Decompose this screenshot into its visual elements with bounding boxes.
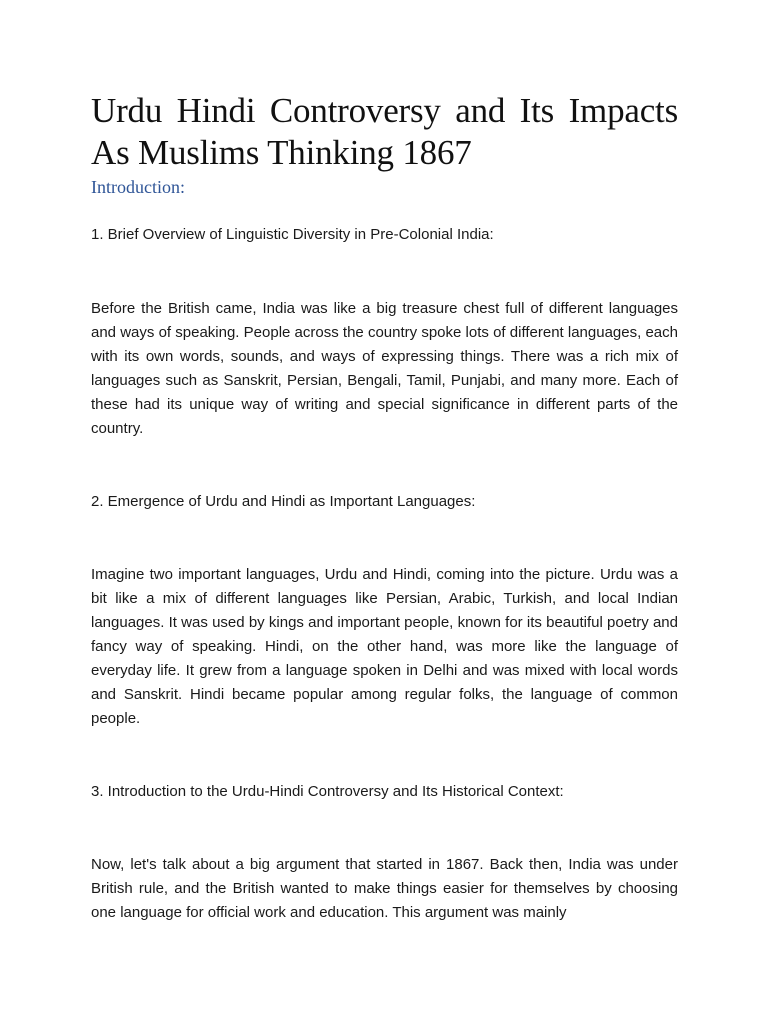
section-heading-3: 3. Introduction to the Urdu-Hindi Controversy and Its Historical Context: [91,783,564,800]
section-paragraph-1: Before the British came, India was like a big treasure chest full of different languages and ways of speaking. People across the country spoke lots of different languages, each with its own words, sounds, and ways of expressing things. There was a rich mix of languages such as Sanskrit, Persian, Bengali, Tamil, Punjabi, and many more. Each of these had its unique way of writing and special significance in different parts of the country. [91,300,678,437]
introduction-heading: Introduction: [91,177,185,197]
section-paragraph-2: Imagine two important languages, Urdu and Hindi, coming into the picture. Urdu was a bit like a mix of different languages like Persian, Arabic, Turkish, and local Indian languages. It was used by kings and important people, known for its beautiful poetry and fancy way of speaking. Hindi, on the other hand, was more like the language of everyday life. It grew from a language spoken in Delhi and was mixed with local words and Sanskrit. Hindi became popular among regular folks, the language of common people. [91,566,678,727]
section-paragraph-3: Now, let's talk about a big argument that started in 1867. Back then, India was under British rule, and the British wanted to make things easier for themselves by choosing one language for official work and education. This argument was mainly [91,856,678,921]
document-title: Urdu Hindi Controversy and Its Impacts As Muslims Thinking 1867 [91,91,678,172]
section-heading-2: 2. Emergence of Urdu and Hindi as Important Languages: [91,493,476,510]
section-heading-1: 1. Brief Overview of Linguistic Diversity in Pre-Colonial India: [91,226,494,243]
